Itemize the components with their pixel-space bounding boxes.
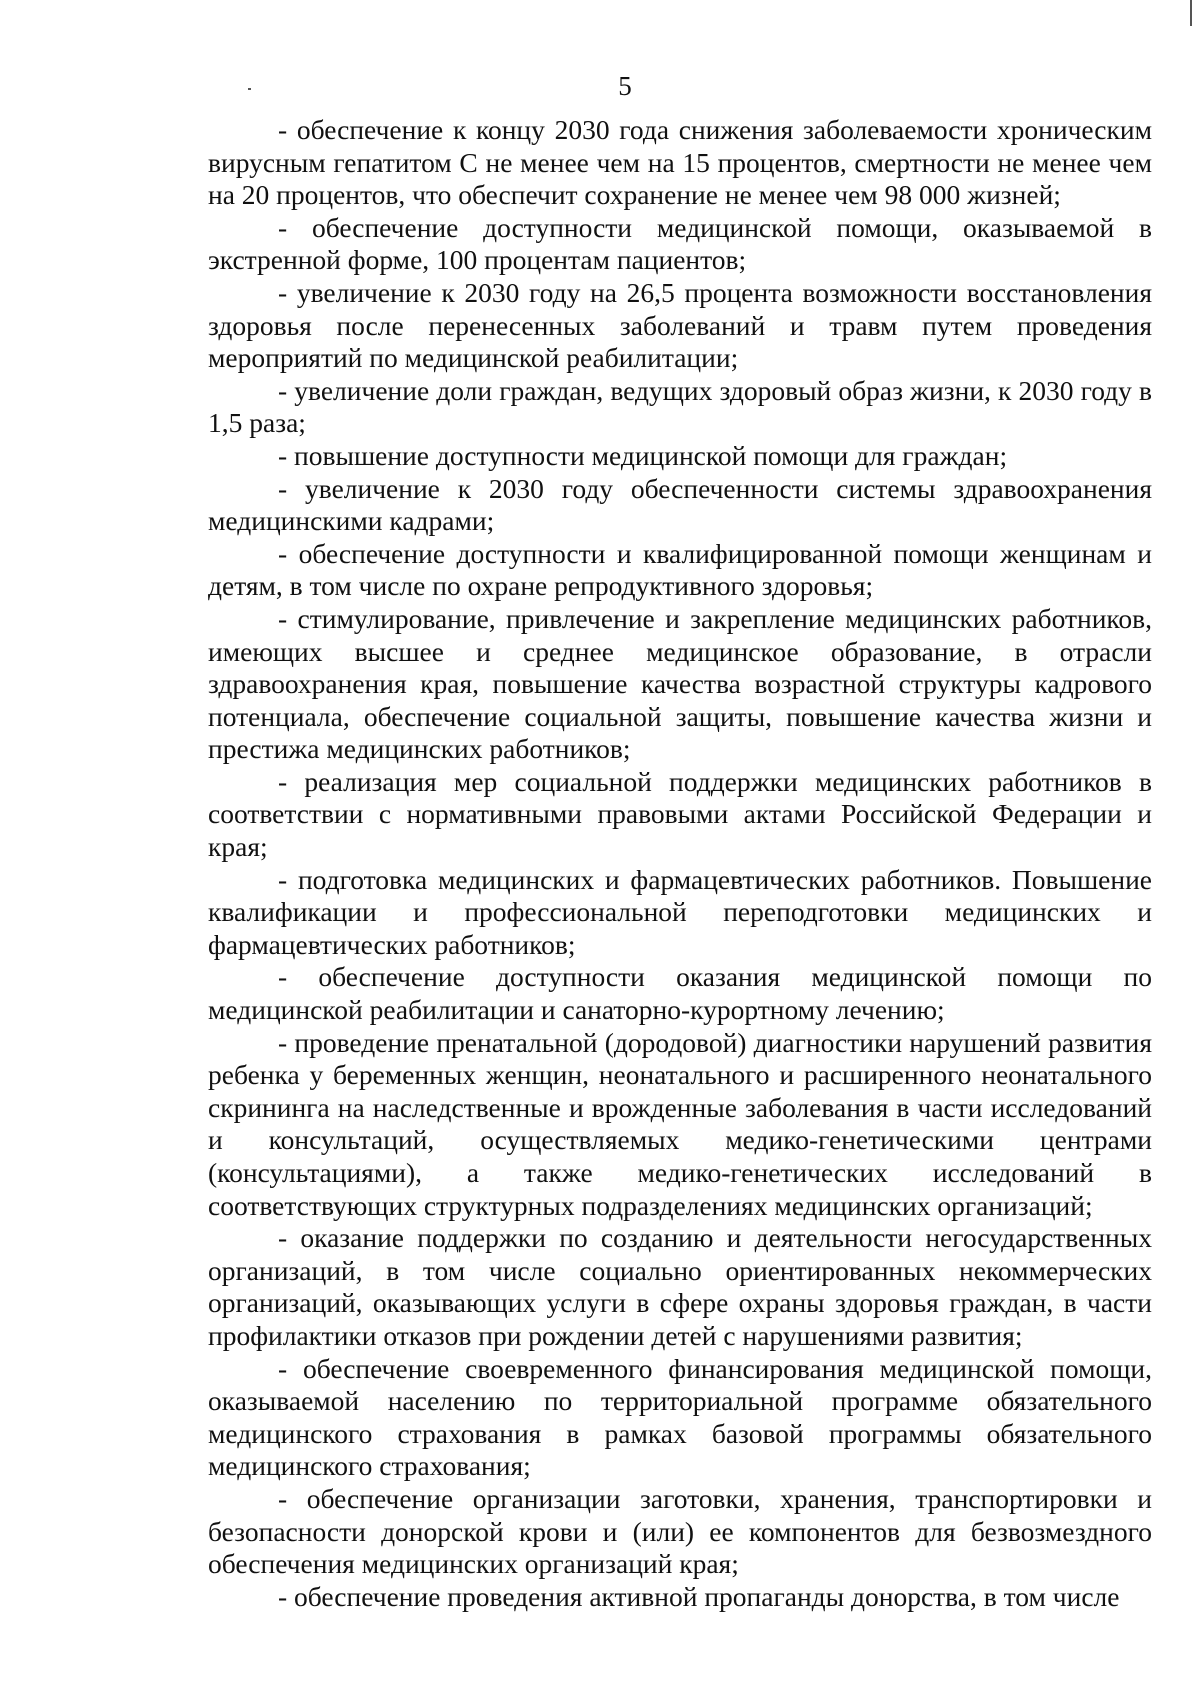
scan-edge-mark <box>1190 0 1192 26</box>
list-item: - стимулирование, привлечение и закрепление медицинских работников, имеющих высшее и среднее медицинское образование, в отрасли здравоохранения края, повышение качества возрастной структуры кадрового потенциала, обеспечение социальной защиты, повышение качества жизни и престижа медицинских работников; <box>208 602 1152 765</box>
list-item: - обеспечение доступности оказания медицинской помощи по медицинской реабилитации и санаторно-курортному лечению; <box>208 961 1152 1026</box>
list-item: - обеспечение доступности и квалифицированной помощи женщинам и детям, в том числе по охране репродуктивного здоровья; <box>208 537 1152 602</box>
list-item: - увеличение доли граждан, ведущих здоровый образ жизни, к 2030 году в 1,5 раза; <box>208 374 1152 439</box>
list-item: - обеспечение проведения активной пропаганды донорства, в том числе <box>278 1580 1120 1612</box>
list-item: - повышение доступности медицинской помощи для граждан; <box>278 439 1008 471</box>
list-item: - обеспечение доступности медицинской помощи, оказываемой в экстренной форме, 100 процентам пациентов; <box>208 211 1152 276</box>
list-item: - увеличение к 2030 году обеспеченности системы здравоохранения медицинскими кадрами; <box>208 472 1152 537</box>
list-item: - проведение пренатальной (дородовой) диагностики нарушений развития ребенка у беременных женщин, неонатального и расширенного неонатального скрининга на наследственные и врожденные заболевания в части исследований и консультаций, осуществляемых медико-генетическими центрами (консультациями), а также медико-генетических исследований в соответствующих структурных подразделениях медицинских организаций; <box>208 1026 1152 1221</box>
document-body <box>208 114 1152 1613</box>
list-item: - оказание поддержки по созданию и деятельности негосударственных организаций, в том числе социально ориентированных некоммерческих организаций, оказывающих услуги в сфере охраны здоровья граждан, в части профилактики отказов при рождении детей с нарушениями развития; <box>208 1222 1152 1351</box>
list-item: - обеспечение к концу 2030 года снижения заболеваемости хроническим вирусным гепатитом С не менее чем на 15 процентов, смертности не менее чем на 20 процентов, что обеспечит сохранение не менее чем 98 000 жизней; <box>208 114 1152 211</box>
list-item: - реализация мер социальной поддержки медицинских работников в соответствии с нормативными правовыми актами Российской Федерации и края; <box>208 765 1152 863</box>
list-item: - увеличение к 2030 году на 26,5 процента возможности восстановления здоровья после перенесенных заболеваний и травм путем проведения мероприятий по медицинской реабилитации; <box>208 276 1152 374</box>
list-item: - обеспечение организации заготовки, хранения, транспортировки и безопасности донорской крови и (или) ее компонентов для безвозмездного обеспечения медицинских организаций края; <box>208 1482 1152 1580</box>
list-item: - обеспечение своевременного финансирования медицинской помощи, оказываемой населению по территориальной программе обязательного медицинского страхования в рамках базовой программы обязательного медицинского страхования; <box>208 1352 1152 1482</box>
list-item: - подготовка медицинских и фармацевтических работников. Повышение квалификации и профессиональной переподготовки медицинских и фармацевтических работников; <box>208 863 1152 960</box>
page-number: 5 <box>618 71 632 101</box>
